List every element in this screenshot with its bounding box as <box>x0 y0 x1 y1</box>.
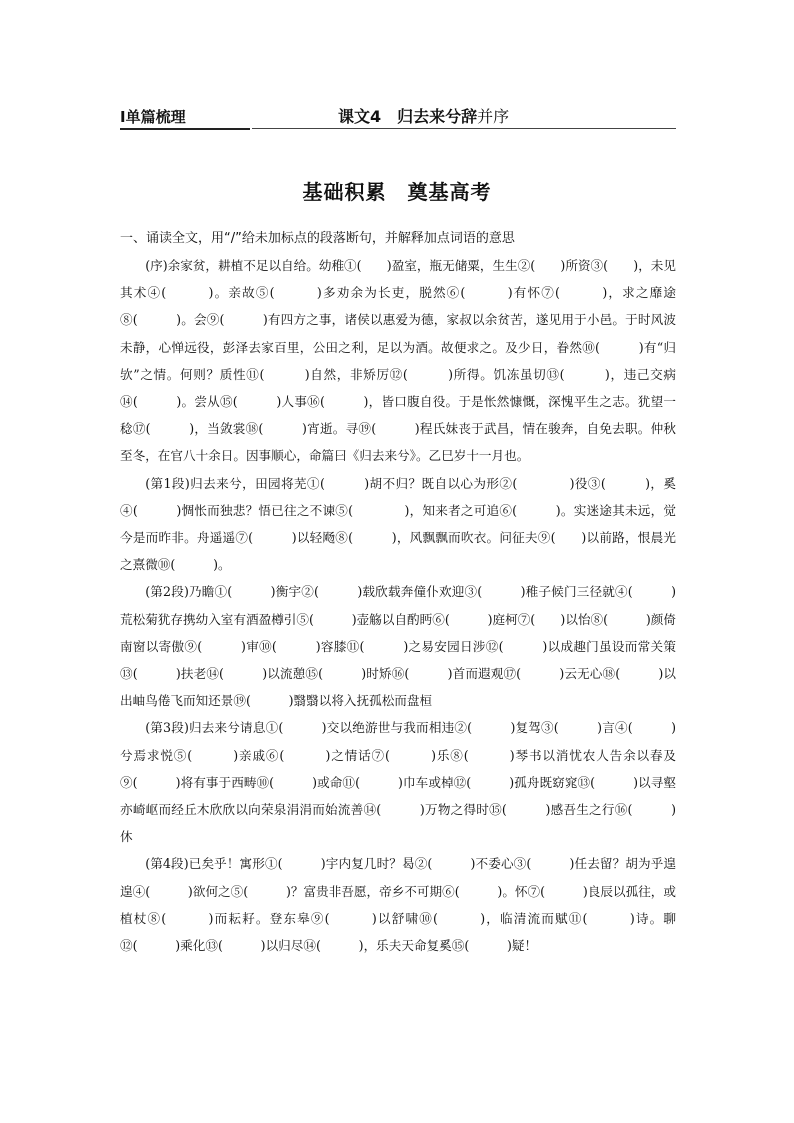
lesson-title <box>338 104 509 127</box>
header-rule-right <box>252 128 676 129</box>
paragraph-3: (第3段)归去来兮请息①( )交以绝游世与我而相违②( )复驾③( )言④( )兮焉求悦⑤( )亲戚⑥( )之情话⑦( )乐⑧( )琴书以消忧农人告余以春及⑨( )将有事于西畴⑩( )或命⑪( )巾车或棹⑫( )孤舟既窈窕⑬( )以寻壑亦崎岖而经丘木欣欣以向荣泉涓涓而始流善⑭( )万物之得时⑮( )感吾生之行⑯( )休 <box>120 720 676 845</box>
section-label: Ⅰ单篇梳理 <box>120 108 186 126</box>
lesson-title-suffix: 并序 <box>477 107 510 126</box>
section-instruction: 一、诵读全文，用“/”给未加标点的段落断句，并解释加点词语的意思 <box>120 231 515 246</box>
header-rule-left <box>120 128 250 130</box>
lesson-title-main: 课文4 归去来兮辞 <box>338 107 478 126</box>
paragraph-4: (第4段)已矣乎！寓形①( )宇内复几时？曷②( )不委心③( )任去留？胡为乎遑遑④( )欲何之⑤( )？富贵非吾愿，帝乡不可期⑥( )。怀⑦( )良辰以孤往，或植杖⑧( )而耘耔。登东皋⑨( )以舒啸⑩( )，临清流而赋⑪( )诗。聊⑫( )乘化⑬( )以归尽⑭( )，乐夫天命复奚⑮( )疑！ <box>120 856 676 954</box>
page-title: 基础积累 奠基高考 <box>302 180 492 204</box>
paragraph-1: (第1段)归去来兮，田园将芜①( )胡不归？既自以心为形②( )役③( )，奚④( )惆怅而独悲？悟已往之不谏⑤( )，知来者之可追⑥( )。实迷途其未远，觉今是而昨非。舟遥遥⑦( )以轻飏⑧( )，风飘飘而吹衣。问征夫⑨( )以前路，恨晨光之熹微⑩( )。 <box>120 475 676 573</box>
page-header <box>120 104 676 130</box>
preface-paragraph: (序)余家贫，耕植不足以自给。幼稚①( )盈室，瓶无储粟，生生②( )所资③( )，未见其术④( )。亲故⑤( )多劝余为长吏，脱然⑥( )有怀⑦( )，求之靡途⑧( )。会⑨( )有四方之事，诸侯以惠爱为德，家叔以余贫苦，遂见用于小邑。于时风波未静，心惮远役，彭泽去家百里，公田之利，足以为酒。故便求之。及少日，眷然⑩( )有“归欤”之情。何则？质性⑪( )自然，非矫厉⑫( )所得。饥冻虽切⑬( )，违己交病⑭( )。尝从⑮( )人事⑯( )，皆口腹自役。于是怅然慷慨，深愧平生之志。犹望一稔⑰( )，当敛裳⑱( )宵逝。寻⑲( )程氏妹丧于武昌，情在骏奔，自免去职。仲秋至冬，在官八十余日。因事顺心，命篇曰《归去来兮》。乙巳岁十一月也。 <box>120 258 676 464</box>
paragraph-2: (第2段)乃瞻①( )衡宇②( )载欣载奔僮仆欢迎③( )稚子候门三径就④( )荒松菊犹存携幼入室有酒盈樽引⑤( )壶觞以自酌眄⑥( )庭柯⑦( )以怡⑧( )颜倚南窗以寄傲⑨( )审⑩( )容膝⑪( )之易安园日涉⑫( )以成趣门虽设而常关策⑬( )扶老⑭( )以流憩⑮( )时矫⑯( )首而遐观⑰( )云无心⑱( )以出岫鸟倦飞而知还景⑲( )翳翳以将入抚孤松而盘桓 <box>120 584 676 709</box>
passage-body <box>120 252 676 959</box>
